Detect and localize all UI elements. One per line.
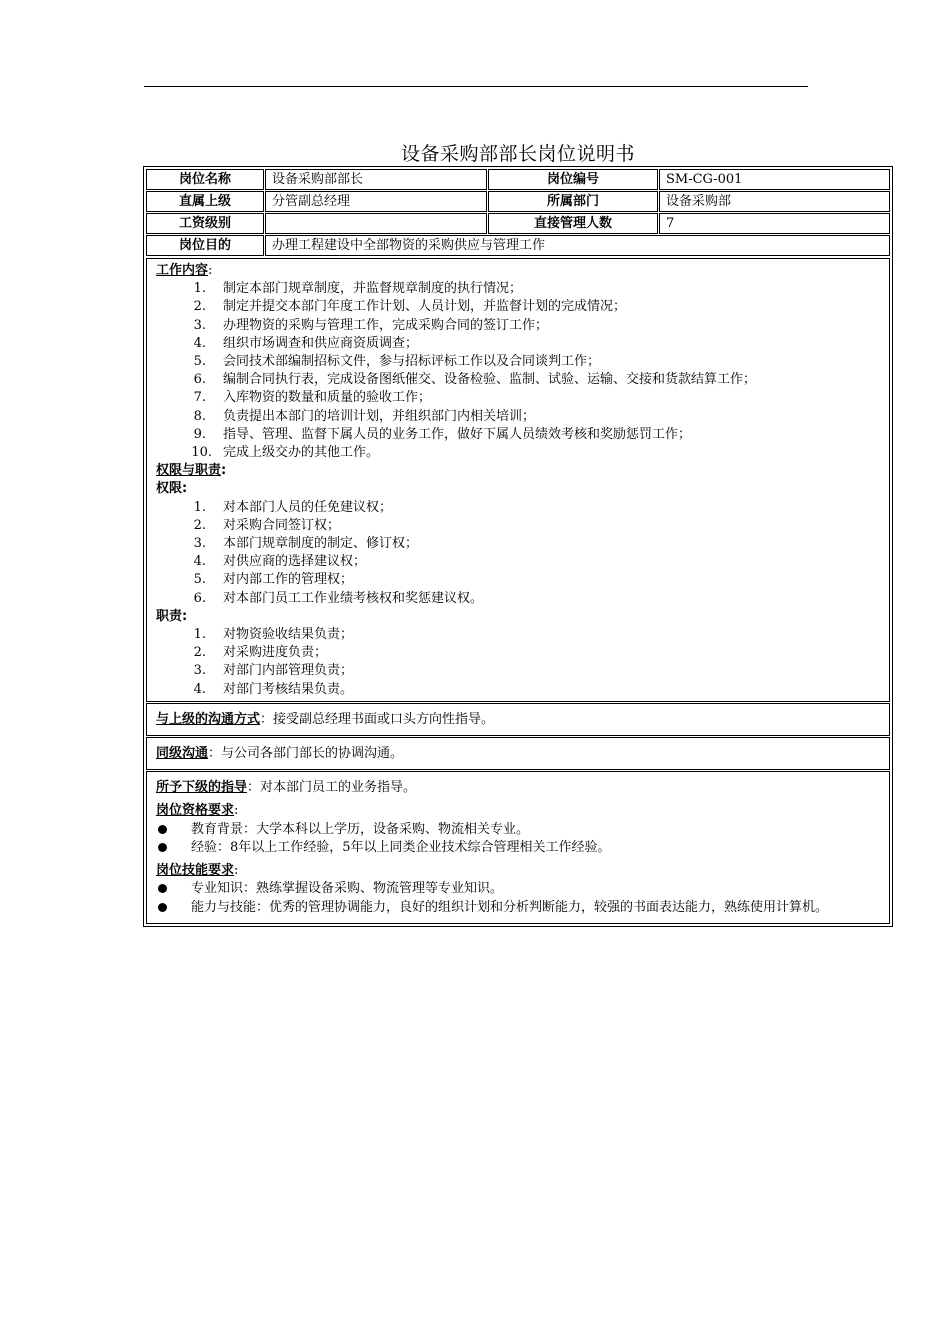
responsibilities-list [156,626,880,699]
item-text: 对本部门员工工作业绩考核权和奖惩建议权。 [223,590,484,606]
duties-heading-line [156,262,880,280]
bullet-icon [158,843,167,852]
item-number: 4. [193,335,206,351]
list-item [156,389,880,407]
superior-value: 分管副总经理 [265,191,487,212]
position-code-label: 岗位编号 [488,169,658,190]
list-item [156,444,880,462]
info-row-2 [146,191,890,212]
info-row-1 [146,169,890,190]
item-number: 5. [193,572,206,588]
document-title: 设备采购部部长岗位说明书 [400,143,635,165]
position-name-label: 岗位名称 [146,169,264,190]
info-table [145,168,891,257]
item-number: 6. [193,590,206,606]
communication-up-heading: 与上级的沟通方式 [156,711,261,727]
communication-up-section [146,703,890,736]
item-text: 完成上级交办的其他工作。 [223,445,380,461]
header-rule [144,86,808,87]
duties-section [146,258,890,702]
item-number: 1. [193,499,206,515]
duties-heading: 工作内容 [156,263,209,278]
item-number: 10. [191,445,212,461]
list-item [156,880,880,898]
position-name-value: 设备采购部部长 [265,169,487,190]
list-item [156,821,880,839]
communication-peer-line [156,745,880,763]
communication-up-line [156,711,880,729]
item-number: 4. [193,554,206,570]
item-text: 对本部门人员的任免建议权； [223,499,393,515]
authority-heading-line [156,462,880,480]
item-text: 对内部工作的管理权； [223,572,354,588]
info-row-4 [146,235,890,256]
item-text: 对采购进度负责； [223,645,328,661]
item-text: 对部门考核结果负责。 [223,681,354,697]
list-item [156,571,880,589]
list-item [156,681,880,699]
communication-peer-heading: 同级沟通 [156,746,209,762]
salary-label: 工资级别 [146,213,264,234]
guidance-heading: 所予下级的指导 [156,780,248,796]
purpose-label: 岗位目的 [146,235,264,256]
item-number: 1. [193,281,206,297]
bullet-icon [158,903,167,912]
skills-heading: 岗位技能要求 [156,863,235,879]
list-item [156,371,880,389]
position-code-value: SM-CG-001 [659,169,890,190]
guidance-text: 对本部门员工的业务指导。 [260,780,417,796]
item-number: 3. [193,536,206,552]
item-number: 2. [193,517,206,533]
item-text: 制定本部门规章制度，并监督规章制度的执行情况； [223,281,523,297]
item-number: 5. [193,354,206,370]
item-text: 本部门规章制度的制定、修订权； [223,536,419,552]
list-item [156,899,880,917]
item-text: 对采购合同签订权； [223,517,341,533]
list-item [156,535,880,553]
list-item [156,335,880,353]
list-item [156,590,880,608]
item-text: 对部门内部管理负责； [223,663,354,679]
item-number: 1. [193,627,206,643]
list-item [156,839,880,857]
responsibilities-label: 职责: [156,608,188,624]
list-item [156,553,880,571]
qualification-list [156,821,880,857]
list-item [156,662,880,680]
communication-up-colon: ： [260,711,274,727]
item-text: 入库物资的数量和质量的验收工作； [223,390,432,406]
item-number: 9. [193,426,206,442]
department-value: 设备采购部 [659,191,890,212]
item-text: 经验：8年以上工作经验，5年以上同类企业技术综合管理相关工作经验。 [191,839,611,855]
info-row-3 [146,213,890,234]
requirements-section [146,771,890,923]
communication-peer-text: 与公司各部门部长的协调沟通。 [221,746,404,762]
list-item [156,317,880,335]
list-item [156,517,880,535]
list-item [156,353,880,371]
managed-count-label: 直接管理人数 [488,213,658,234]
communication-peer-colon: ： [208,746,222,762]
item-number: 2. [193,299,206,315]
list-item [156,626,880,644]
job-description-frame [143,166,893,927]
authority-heading-colon: : [221,463,227,479]
communication-peer-section [146,737,890,770]
item-number: 8. [193,408,206,424]
skills-colon: : [234,863,239,879]
bullet-icon [158,825,167,834]
item-number: 4. [193,681,206,697]
skills-list [156,880,880,916]
item-number: 7. [193,390,206,406]
item-text: 指导、管理、监督下属人员的业务工作，做好下属人员绩效考核和奖励惩罚工作； [223,426,692,442]
item-number: 3. [193,663,206,679]
item-text: 专业知识：熟练掌握设备采购、物流管理等专业知识。 [191,881,504,897]
item-number: 2. [193,645,206,661]
item-text: 对物资验收结果负责； [223,627,354,643]
qualification-colon: : [234,803,239,819]
item-text: 编制合同执行表，完成设备图纸催交、设备检验、监制、试验、运输、交接和货款结算工作； [223,372,757,388]
guidance-line [156,779,880,797]
powers-list [156,499,880,608]
list-item [156,408,880,426]
qualification-heading: 岗位资格要求 [156,803,235,819]
item-text: 会同技术部编制招标文件，参与招标评标工作以及合同谈判工作； [223,354,601,370]
list-item [156,280,880,298]
skills-heading-line [156,862,880,880]
powers-label: 权限: [156,481,188,497]
qualification-heading-line [156,802,880,820]
list-item [156,499,880,517]
salary-value [265,213,487,234]
duties-heading-colon: : [208,263,213,278]
item-text: 对供应商的选择建议权； [223,554,367,570]
item-text: 办理物资的采购与管理工作，完成采购合同的签订工作； [223,317,549,333]
item-text: 教育背景：大学本科以上学历，设备采购、物流相关专业。 [191,821,530,837]
bullet-icon [158,884,167,893]
item-text: 负责提出本部门的培训计划，并组织部门内相关培训； [223,408,536,424]
duties-list [156,280,880,462]
list-item [156,644,880,662]
guidance-colon: ： [247,780,261,796]
department-label: 所属部门 [488,191,658,212]
list-item [156,298,880,316]
item-text: 组织市场调查和供应商资质调查； [223,335,419,351]
managed-count-value: 7 [659,213,890,234]
purpose-value: 办理工程建设中全部物资的采购供应与管理工作 [265,235,890,256]
item-text: 能力与技能：优秀的管理协调能力，良好的组织计划和分析判断能力，较强的书面表达能力，熟练使用计算机。 [191,899,829,915]
item-number: 6. [193,372,206,388]
superior-label: 直属上级 [146,191,264,212]
list-item [156,426,880,444]
authority-heading: 权限与职责 [156,463,222,479]
communication-up-text: 接受副总经理书面或口头方向性指导。 [273,711,495,727]
item-text: 制定并提交本部门年度工作计划、人员计划，并监督计划的完成情况； [223,299,627,315]
item-number: 3. [193,317,206,333]
